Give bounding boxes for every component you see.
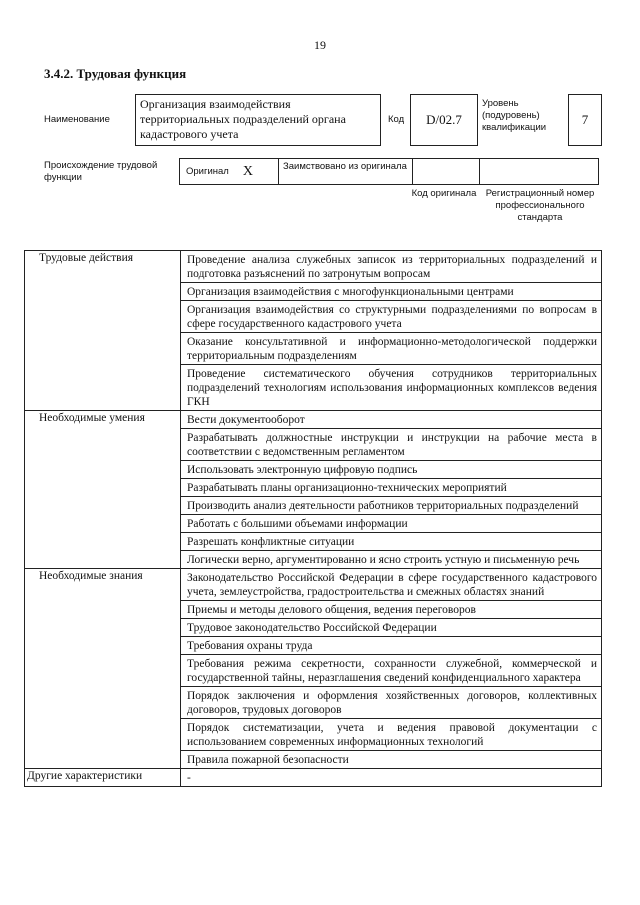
item-cell: Разрабатывать планы организационно-технических мероприятий [181, 479, 602, 497]
code-label: Код [388, 114, 405, 125]
item-cell: Логически верно, аргументированно и ясно строить устную и письменную речь [181, 551, 602, 569]
item-cell: Использовать электронную цифровую подпись [181, 461, 602, 479]
page-number: 19 [314, 38, 326, 52]
category-cell: Необходимые знания [25, 569, 181, 769]
function-code-field: D/02.7 [410, 94, 478, 146]
level-label: Уровень (подуровень) квалификации [482, 98, 547, 133]
item-cell: Проведение систематического обучения сотрудников территориальных подразделений технологиям использования информационных комплексов ведения ГКН [181, 365, 602, 411]
item-cell: Приемы и методы делового общения, ведения переговоров [181, 601, 602, 619]
item-cell: Вести документооборот [181, 411, 602, 429]
table-row [25, 411, 602, 429]
function-name-field: Организация взаимодействия территориальных подразделений органа кадастрового учета [135, 94, 381, 146]
origin-original-cell [179, 158, 279, 185]
item-cell: Оказание консультативной и информационно-методологической поддержки территориальным подразделениям [181, 333, 602, 365]
origin-code-caption: Код оригинала [411, 188, 477, 199]
item-cell: Требования охраны труда [181, 637, 602, 655]
item-cell: Организация взаимодействия с многофункциональными центрами [181, 283, 602, 301]
origin-reg-caption: Регистрационный номер профессионального стандарта [485, 188, 595, 223]
qualification-level-field: 7 [568, 94, 602, 146]
item-cell: Порядок заключения и оформления хозяйственных договоров, коллективных договоров, трудовых договоров [181, 687, 602, 719]
category-cell: Необходимые умения [25, 411, 181, 569]
table-row [25, 769, 602, 787]
table-row [25, 569, 602, 601]
category-cell: Трудовые действия [25, 251, 181, 411]
origin-label: Происхождение трудовой функции [44, 160, 158, 183]
origin-borrowed-cell: Заимствовано из оригинала [278, 158, 413, 185]
item-cell: Трудовое законодательство Российской Федерации [181, 619, 602, 637]
item-cell: Правила пожарной безопасности [181, 751, 602, 769]
name-label: Наименование [44, 114, 110, 125]
origin-original-label: Оригинал [186, 165, 229, 177]
origin-original-mark: X [242, 163, 253, 179]
item-cell: Разрабатывать должностные инструкции и инструкции на рабочие места в соответствии с ведомственным регламентом [181, 429, 602, 461]
item-cell: Законодательство Российской Федерации в сфере государственного кадастрового учета, землеустройства, градостроительства и смежных областях знаний [181, 569, 602, 601]
function-details-table [24, 250, 602, 787]
item-cell: Порядок систематизации, учета и ведения правовой документации с использованием современных информационных технологий [181, 719, 602, 751]
item-cell: Производить анализ деятельности работников территориальных подразделений [181, 497, 602, 515]
item-cell: Работать с большими объемами информации [181, 515, 602, 533]
item-cell: Разрешать конфликтные ситуации [181, 533, 602, 551]
origin-reg-number-cell [479, 158, 599, 185]
section-title: 3.4.2. Трудовая функция [44, 66, 187, 81]
item-cell: - [181, 769, 602, 787]
item-cell: Организация взаимодействия со структурными подразделениями по вопросам в сфере государственного кадастрового учета [181, 301, 602, 333]
origin-code-cell [412, 158, 480, 185]
category-cell: Другие характеристики [25, 769, 181, 787]
item-cell: Проведение анализа служебных записок из территориальных подразделений и подготовка разъяснений по затронутым вопросам [181, 251, 602, 283]
table-row [25, 251, 602, 283]
origin-row [180, 158, 602, 185]
item-cell: Требования режима секретности, сохранности служебной, коммерческой и государственной тайны, неразглашения сведений конфиденциального характера [181, 655, 602, 687]
